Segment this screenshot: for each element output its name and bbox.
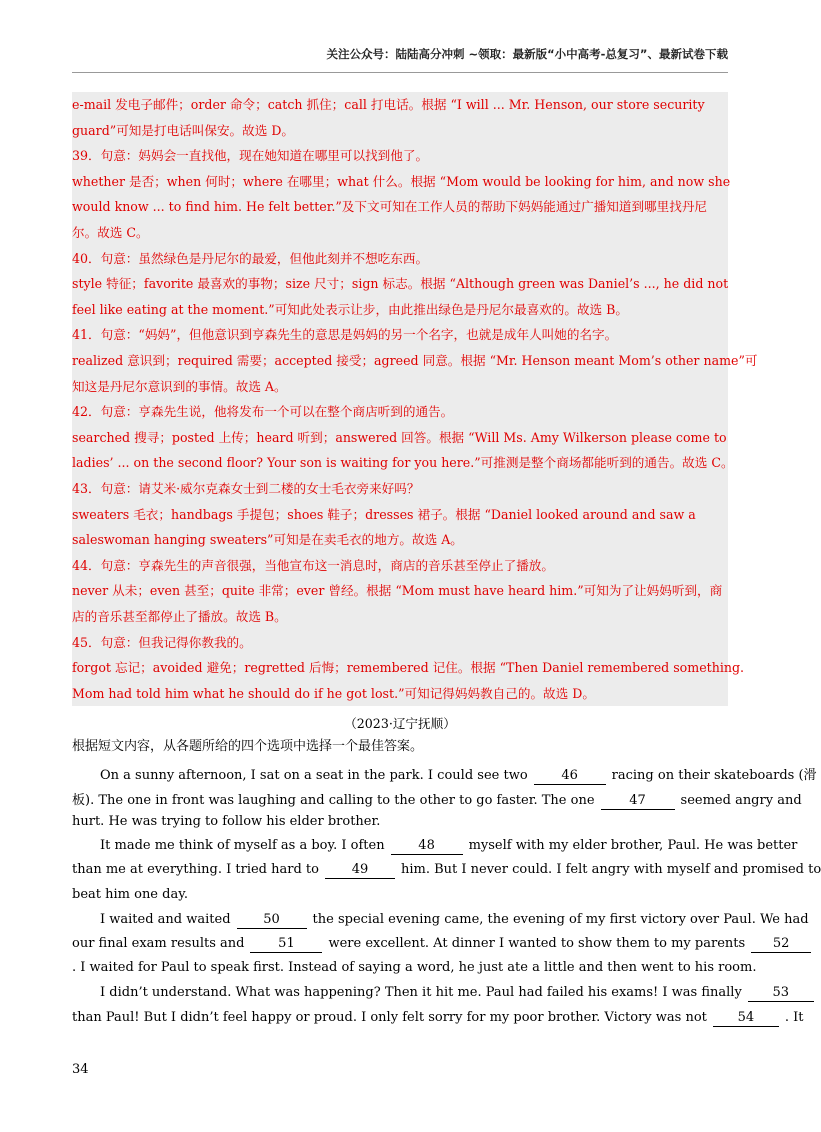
explanation-line: 店的音乐甚至都停止了播放。故选 B。: [72, 609, 287, 624]
question-source: （2023·辽宁抚顺）: [344, 716, 456, 731]
explanation-line: 42．句意：亨森先生说，他将发布一个可以在整个商店听到的通告。: [72, 404, 454, 420]
explanation-line: Mom had told him what he should do if he got lost.”可知记得妈妈教自己的。故选 D。: [72, 685, 595, 701]
explanation-line: 尔。故选 C。: [72, 225, 149, 240]
explanation-line: would know ... to find him. He felt better.”及下文可知在工作人员的帮助下妈妈能通过广播知道到哪里找丹尼: [72, 199, 708, 215]
explanation-line: sweaters 毛衣；handbags 手提包；shoes 鞋子；dresses 裙子。根据 “Daniel looked around and saw a: [72, 506, 696, 522]
passage-line: beat him one day.: [72, 887, 188, 902]
passage-line: On a sunny afternoon, I sat on a seat in the park. I could see two 46 racing on their skateboards (滑: [100, 768, 817, 783]
explanation-line: ladies’ ... on the second floor? Your son is waiting for you here.”可推测是整个商场都能听到的通告。故选 C。: [72, 455, 734, 471]
page-header: 关注公众号：陆陆高分冲刺 ~领取：最新版“小中高考-总复习”、最新试卷下载: [326, 47, 728, 61]
passage-line: I didn’t understand. What was happening? Then it hit me. Paul had failed his exams! I was finally 53: [72, 985, 728, 1002]
page-number: 34: [72, 1062, 89, 1077]
explanation-line: 45．句意：但我记得你教我的。: [72, 634, 252, 650]
header-divider: [72, 72, 728, 73]
blank-49: 49: [325, 862, 395, 879]
explanation-line: saleswoman hanging sweaters”可知是在卖毛衣的地方。故选 A。: [72, 532, 463, 548]
passage-line: our final exam results and 51 were excellent. At dinner I wanted to show them to my parents 52: [72, 936, 728, 953]
blank-47: 47: [601, 793, 675, 810]
passage-line: hurt. He was trying to follow his elder brother.: [72, 814, 381, 829]
explanation-line: e-mail 发电子邮件；order 命令；catch 抓住；call 打电话。根据 “I will ... Mr. Henson, our store security: [72, 97, 705, 112]
explanation-line: 43．句意：请艾米·威尔克森女士到二楼的女士毛衣旁来好吗？: [72, 481, 420, 496]
explanation-line: 40．句意：虽然绿色是丹尼尔的最爱，但他此刻并不想吃东西。: [72, 250, 429, 266]
explanation-line: 知这是丹尼尔意识到的事情。故选 A。: [72, 378, 287, 394]
explanation-line: searched 搜寻；posted 上传；heard 听到；answered 回答。根据 “Will Ms. Amy Wilkerson please come to: [72, 429, 727, 445]
explanation-line: 41．句意：“妈妈”，但他意识到亨森先生的意思是妈妈的另一个名字，也就是成年人叫她的名字。: [72, 327, 618, 343]
blank-51: 51: [250, 936, 322, 953]
passage-line: I waited and waited 50 the special evening came, the evening of my first victory over Paul. We had: [100, 912, 809, 927]
passage-line: It made me think of myself as a boy. I often 48 myself with my elder brother, Paul. He was better: [100, 838, 798, 853]
explanation-line: 44．句意：亨森先生的声音很强，当他宣布这一消息时，商店的音乐甚至停止了播放。: [72, 557, 554, 573]
answer-explanations: [72, 92, 758, 706]
blank-50: 50: [237, 912, 307, 929]
explanation-line: 39．句意：妈妈会一直找他，现在她知道在哪里可以找到他了。: [72, 148, 429, 164]
explanation-line: feel like eating at the moment.”可知此处表示让步，由此推出绿色是丹尼尔最喜欢的。故选 B。: [72, 301, 628, 317]
explanation-line: realized 意识到；required 需要；accepted 接受；agreed 同意。根据 “Mr. Henson meant Mom’s other name”可: [72, 353, 758, 368]
explanation-line: style 特征；favorite 最喜欢的事物；size 尺寸；sign 标志。根据 “Although green was Daniel’s ..., he did not: [72, 276, 729, 292]
blank-53: 53: [748, 985, 814, 1002]
instruction-text: 根据短文内容，从各题所给的四个选项中选择一个最佳答案。: [72, 739, 424, 754]
explanation-line: guard”可知是打电话叫保安。故选 D。: [72, 122, 295, 138]
explanation-line: whether 是否；when 何时；where 在哪里；what 什么。根据 “Mom would be looking for him, and now she: [72, 173, 731, 189]
blank-52: 52: [751, 936, 811, 953]
explanation-line: never 从未；even 甚至；quite 非常；ever 曾经。根据 “Mom must have heard him.”可知为了让妈妈听到，商: [72, 583, 723, 599]
passage-line: than Paul! But I didn’t feel happy or proud. I only felt sorry for my poor brother. Victory was not 54 . It: [72, 1010, 804, 1025]
blank-48: 48: [391, 838, 463, 855]
explanation-line: forgot 忘记；avoided 避免；regretted 后悔；remembered 记住。根据 “Then Daniel remembered something.: [72, 660, 745, 676]
passage-line: 板). The one in front was laughing and calling to the other to go faster. The one 47 seemed angry and: [72, 793, 802, 808]
passage-line: than me at everything. I tried hard to 49 him. But I never could. I felt angry with myself and promised to: [72, 862, 821, 877]
passage-line: . I waited for Paul to speak first. Instead of saying a word, he just ate a little and then went to his room.: [72, 960, 757, 975]
blank-54: 54: [713, 1010, 779, 1027]
blank-46: 46: [534, 768, 606, 785]
